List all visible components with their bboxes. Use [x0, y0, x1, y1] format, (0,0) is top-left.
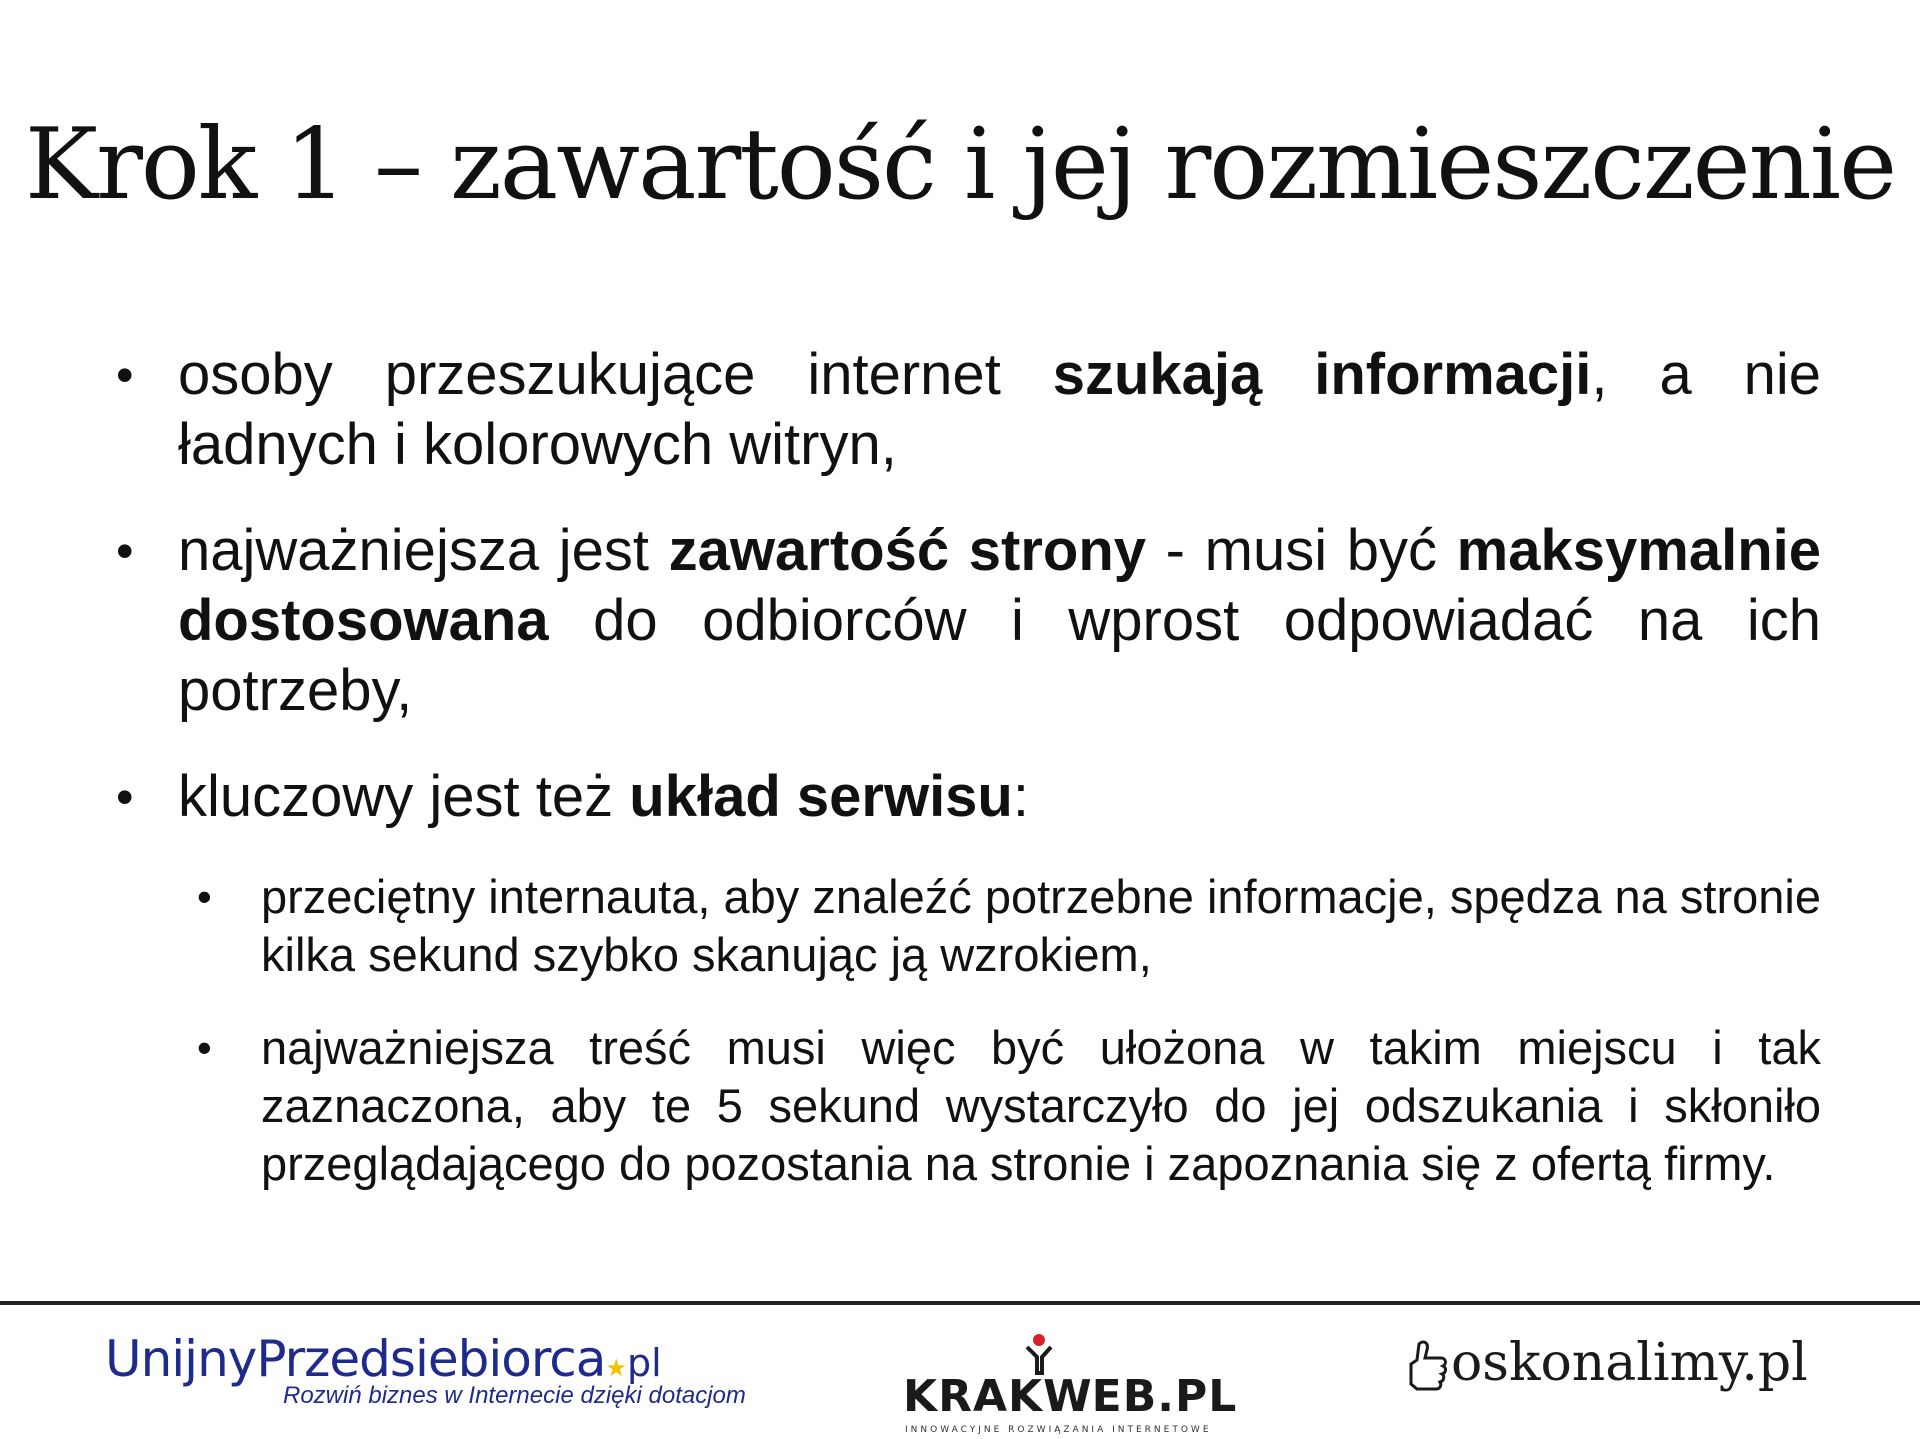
krakweb-subtitle: INNOWACYJNE ROZWIĄZANIA INTERNETOWE	[905, 1425, 1212, 1435]
bullet-text: - musi być	[1146, 518, 1457, 583]
star-icon: ★	[605, 1354, 627, 1382]
bullet-text: :	[1012, 764, 1029, 829]
bullet-text: , a nie ładnych i kolorowych witryn,	[178, 342, 1822, 477]
logo-unijny-przedsiebiorca[interactable]	[105, 1330, 746, 1410]
wordmark-part: KRAK	[903, 1371, 1044, 1422]
bullet-item	[178, 340, 1821, 480]
krakweb-figure-icon	[1019, 1333, 1059, 1375]
wordmark-w: W	[1043, 1371, 1092, 1422]
bullet-bold-text: maksymalnie dostosowana	[178, 518, 1822, 653]
krakweb-wordmark	[903, 1371, 1237, 1422]
slide-body	[0, 340, 1920, 1228]
thumbs-up-icon	[1405, 1338, 1449, 1407]
bullet-bold-text: szukają informacji	[1052, 342, 1592, 407]
logo-name: oskonalimy.pl	[1451, 1333, 1808, 1393]
bullet-item	[178, 516, 1821, 726]
logo-suffix: pl	[626, 1341, 662, 1385]
logo-name: UnijnyPrzedsiebiorca	[105, 1330, 606, 1388]
logo-tagline: Rozwiń biznes w Internecie dzięki dotacjom	[283, 1382, 746, 1409]
footer	[0, 1305, 1920, 1439]
bullet-text: kluczowy jest też	[178, 764, 630, 829]
bullet-text: najważniejsza jest	[178, 518, 669, 583]
bullet-text: do odbiorców i wprost odpowiadać na ich potrzeby,	[178, 588, 1821, 723]
bullet-text: osoby przeszukujące internet	[178, 342, 1053, 407]
bullet-bold-text: zawartość strony	[668, 518, 1147, 583]
logo-krakweb[interactable]	[903, 1333, 1238, 1435]
sub-bullet-item: • najważniejsza treść musi więc być ułożona w takim miejscu i tak zaznaczona, aby te 5 sekund wystarczyło do jej odszukania i skłoniło przeglądającego do pozostania na stronie i zapoznania się z ofertą firmy.	[261, 1019, 1821, 1193]
bullet-bold-text: układ serwisu	[629, 764, 1013, 829]
sub-bullet-item: • przeciętny internauta, aby znaleźć potrzebne informacje, spędza na stronie kilka sekund szybko skanując ją wzrokiem,	[261, 868, 1821, 984]
logo-doskonalimy[interactable]	[1405, 1333, 1808, 1407]
slide-title: Krok 1 – zawartość i jej rozmieszczenie	[24, 108, 1896, 222]
bullet-item	[178, 762, 1821, 832]
wordmark-part: EB.PL	[1091, 1371, 1238, 1422]
